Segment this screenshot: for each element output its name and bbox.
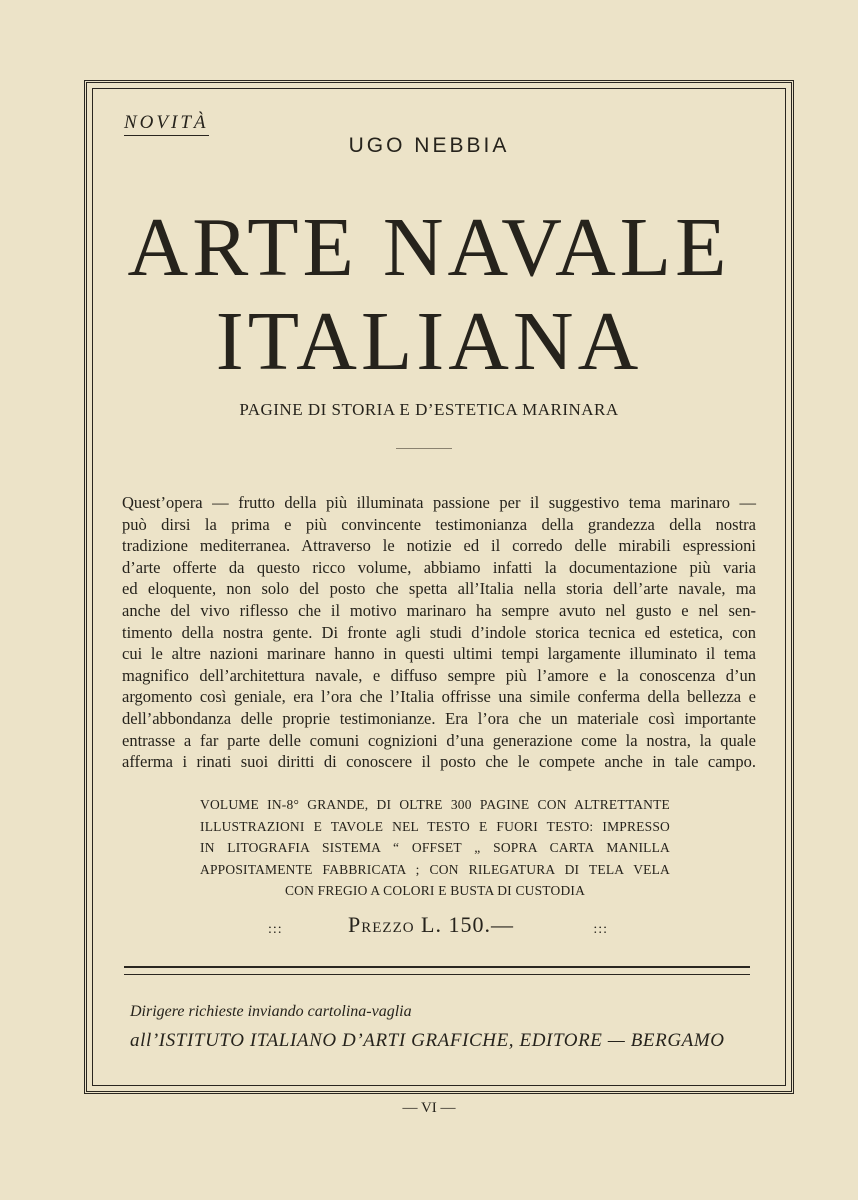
description-line: afferma i rinati suoi diritti di conoscere il posto che le compete anche in tale campo. (122, 752, 756, 772)
book-subtitle: PAGINE DI STORIA E D’ESTETICA MARINARA (239, 400, 619, 419)
description-line: tradizione mediterranea. Attraverso le notizie ed il corredo delle mirabili espressioni (122, 536, 756, 556)
spec-line: ILLUSTRAZIONI E TAVOLE NEL TESTO E FUORI TESTO: IMPRESSO (200, 818, 670, 834)
volume-specifications (200, 794, 670, 902)
subtitle-divider (396, 448, 452, 449)
description-line: può dirsi la prima e più convincente testimonianza della grandezza della nostra (122, 514, 756, 534)
book-title-line-2: ITALIANA (215, 295, 643, 388)
description-line: entrasse a far parte delle comuni cognizioni d’una generazione come la nostra, la quale (122, 730, 756, 750)
price-ornament-right: ::: (593, 922, 608, 937)
order-instructions: Dirigere richieste inviando cartolina-vaglia (130, 1003, 412, 1020)
book-title-line-1: ARTE NAVALE (127, 201, 731, 294)
spec-line: CON FREGIO A COLORI E BUSTA DI CUSTODIA (284, 883, 586, 898)
publisher-line: all’ISTITUTO ITALIANO D’ARTI GRAFICHE, EDITORE — BERGAMO (130, 1030, 725, 1051)
description-line: ed eloquente, non solo del posto che spetta all’Italia nella storia dell’arte navale, ma (122, 579, 756, 599)
price-ornament-left: ::: (268, 922, 283, 937)
description-line: anche del vivo riflesso che il motivo marinaro ha sempre avuto nel gusto e nel sen- (122, 600, 756, 620)
price-row (268, 912, 608, 942)
spec-line: APPOSITAMENTE FABBRICATA ; CON RILEGATURA DI TELA VELA (200, 861, 670, 877)
footer-divider (124, 966, 750, 975)
price-text: Prezzo L. 150.— (348, 912, 514, 937)
description-line: d’arte offerte da questo ricco volume, abbiamo infatti la documentazione più varia (122, 557, 756, 577)
description-paragraph (122, 492, 756, 773)
spec-line: IN LITOGRAFIA SISTEMA “ OFFSET „ SOPRA CARTA MANILLA (200, 840, 670, 855)
description-line: cui le altre nazioni marinare hanno in questi ultimi tempi largamente illuminato il tema (122, 644, 756, 664)
description-line: argomento così geniale, era l’ora che l’Italia offrisse una simile conferma della bellezza e (122, 687, 756, 707)
spec-line: VOLUME IN-8° GRANDE, DI OLTRE 300 PAGINE CON ALTRETTANTE (200, 797, 670, 812)
page-number: — VI — (402, 1100, 456, 1116)
description-line: Quest’opera — frutto della più illuminata passione per il suggestivo tema marinaro — (122, 493, 756, 512)
description-line: dell’abbondanza delle proprie testimonianze. Era l’ora che un materiale così importante (122, 708, 756, 728)
author-name: UGO NEBBIA (348, 134, 510, 157)
description-line: timento della nostra gente. Di fronte agli studi d’indole storica tecnica ed estetica, con (122, 622, 756, 642)
novita-label: NOVITÀ (124, 112, 209, 136)
description-line: magnifico dell’architettura navale, e diffuso sempre più l’amore e la conoscenza d’un (122, 665, 756, 685)
